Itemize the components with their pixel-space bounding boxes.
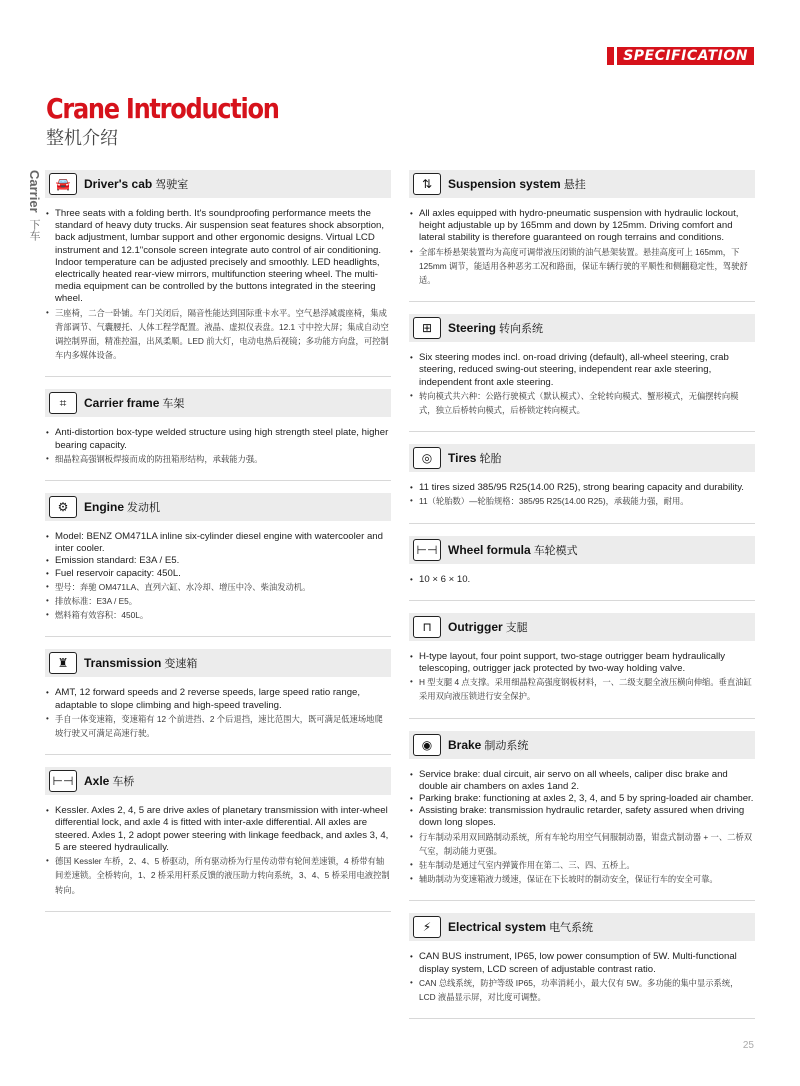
- spec-item-en: • Parking brake: functioning at axles 2, 3, 4, and 5 by spring-loaded air chamber.: [409, 793, 755, 805]
- section-title-zh: 制动系统: [484, 739, 529, 752]
- section-body: [409, 472, 755, 523]
- spec-item-en: • All axles equipped with hydro-pneumatic suspension with hydraulic lockout, height adjustable up by 165mm and down by 125mm. Driving comfort and lateral stability is therefore guaranteed on rough terrains and conditions.: [409, 208, 755, 245]
- section-title-en: Axle: [84, 774, 110, 789]
- spec-item-zh: • 排放标准：E3A / E5。: [45, 594, 391, 608]
- spec-item-en: • Service brake: dual circuit, air servo on all wheels, caliper disc brake and double air chambers on axles 1and 2.: [409, 769, 755, 793]
- section-header: [45, 389, 391, 417]
- section-header: [409, 170, 755, 198]
- side-label-en: Carrier: [27, 170, 42, 213]
- spec-item-zh: • 辅助制动为变速箱液力缓速，保证在下长坡时的制动安全，保证行车的安全可靠。: [409, 872, 755, 886]
- section-title-zh: 转向系统: [499, 323, 544, 336]
- section-body: [45, 417, 391, 481]
- spec-item-zh: • 手自一体变速箱，变速箱有 12 个前进挡、2 个后退挡，速比范围大，既可满足低速场地爬坡行驶又可满足高速行驶。: [45, 712, 391, 740]
- section-title-zh: 车架: [162, 398, 185, 411]
- spec-item-en: • Fuel reservoir capacity: 450L.: [45, 568, 391, 580]
- section-title-zh: 变速箱: [164, 658, 198, 671]
- section-wheel-formula: [409, 536, 755, 601]
- spec-item-en: • AMT, 12 forward speeds and 2 reverse speeds, large speed ratio range, adaptable to slope climbing and high-speed traveling.: [45, 687, 391, 711]
- section-title-en: Transmission: [84, 656, 162, 671]
- section-title-zh: 驾驶室: [155, 179, 189, 191]
- section-title-zh: 悬挂: [563, 179, 586, 191]
- section-suspension: [409, 170, 755, 302]
- section-title-zh: 车桥: [112, 776, 135, 789]
- page-number: 25: [742, 1040, 754, 1051]
- section-cab: [45, 170, 391, 377]
- steering-icon: ⊞: [413, 317, 441, 339]
- section-title-en: Tires: [448, 451, 477, 466]
- spec-item-en: • H-type layout, four point support, two-stage outrigger beam hydraulically telescoping, outrigger jack protected by two-way holding valve.: [409, 651, 755, 675]
- spec-item-zh: • 德国 Kessler 车桥，2、4、5 桥驱动，所有驱动桥为行星传动带有轮间差速锁，4 桥带有轴间差速锁。全桥转向，1、2 桥采用杆系反馈的液压助力转向系统，3、4、5 桥采用电液控制转向。: [45, 854, 391, 897]
- page-subtitle: 整机介绍: [46, 128, 118, 149]
- wheel-formula-icon: ⊢⊣: [413, 539, 441, 561]
- cab-icon: 🚘: [49, 173, 77, 195]
- page-title: Crane Introduction: [46, 92, 279, 125]
- electrical-icon: ⚡: [413, 916, 441, 938]
- section-title-zh: 支腿: [505, 621, 528, 634]
- section-title-en: Brake: [448, 737, 482, 752]
- spec-item-zh: • 转向模式共六种：公路行驶模式（默认模式）、全轮转向模式、蟹形模式，无偏摆转向模式，独立后桥转向模式，后桥锁定转向模式。: [409, 389, 755, 417]
- spec-item-zh: • CAN 总线系统，防护等级 IP65，功率消耗小，最大仅有 5W。多功能的集中显示系统，LCD 液晶显示屏，对比度可调整。: [409, 976, 755, 1004]
- section-title-en: Carrier frame: [84, 396, 160, 411]
- section-body: [45, 198, 391, 377]
- tire-icon: ◎: [413, 447, 441, 469]
- specification-tag: [607, 47, 754, 65]
- side-label-zh: 下车: [28, 218, 40, 241]
- section-title-en: Driver's cab: [84, 177, 153, 191]
- section-title-en: Steering: [448, 321, 497, 336]
- section-title-en: Outrigger: [448, 619, 503, 634]
- right-column: [409, 170, 755, 1031]
- section-title-en: Wheel formula: [448, 542, 531, 557]
- section-header: [409, 913, 755, 941]
- section-title-en: Suspension system: [448, 177, 561, 191]
- spec-item-en: • CAN BUS instrument, IP65, low power consumption of 5W. Multi-functional display system, LCD screen of adjustable contrast ratio.: [409, 951, 755, 975]
- engine-icon: ⚙: [49, 496, 77, 518]
- section-brake: [409, 731, 755, 902]
- outrigger-icon: ⊓: [413, 616, 441, 638]
- spec-item-zh: • 燃料箱有效容积：450L。: [45, 608, 391, 622]
- suspension-icon: ⇅: [413, 173, 441, 195]
- brake-icon: ◉: [413, 734, 441, 756]
- spec-item-en: • Assisting brake: transmission hydraulic retarder, safety assured when driving down long slopes.: [409, 805, 755, 829]
- spec-item-en: • 10 × 6 × 10.: [409, 574, 755, 586]
- spec-item-en: • Kessler. Axles 2, 4, 5 are drive axles of planetary transmission with inter-wheel differential lock, and axle 4 is fitted with inter-axle differential. All axles are steered. Axles 1, 2 adopt power steering with linkage feedback, and axles 3, 4, 5 are steered hydraulically.: [45, 805, 391, 854]
- spec-item-en: • Anti-distortion box-type welded structure using high strength steel plate, higher bearing capacity.: [45, 427, 391, 451]
- spec-item-zh: • 全部车桥悬架装置均为高度可调带液压闭锁的油气悬架装置。悬挂高度可上 165mm，下 125mm 调节，能适用各种恶劣工况和路面，保证车辆行驶的平顺性和侧翻稳定性，驾驶舒适。: [409, 245, 755, 288]
- transmission-icon: ♜: [49, 652, 77, 674]
- section-body: [409, 641, 755, 719]
- spec-item-zh: • 细晶粒高强钢板焊接而成的防扭箱形结构，承载能力强。: [45, 452, 391, 466]
- frame-icon: ⌗: [49, 392, 77, 414]
- tag-bar: [607, 47, 614, 65]
- spec-item-zh: • 驻车制动是通过气室内弹簧作用在第二、三、四、五桥上。: [409, 858, 755, 872]
- section-tire: [409, 444, 755, 523]
- spec-item-en: • Three seats with a folding berth. It's soundproofing performance meets the standard of heavy duty trucks. Air suspension seat features shock absorption, back adjustment, lumbar support and other ergonomic designs. Virtual LCD instrument and 12.1"console screen integrate auto control of air conditioning. Indoor temperature can be adjusted precisely and smoothly. LED headlights, electrically heated rear-view mirrors, multifunction steering wheel. The multi-media equipment can be controlled by the buttons integrated in the steering wheel.: [45, 208, 391, 306]
- section-body: [45, 677, 391, 755]
- section-body: [409, 342, 755, 432]
- section-axle: [45, 767, 391, 911]
- axle-icon: ⊢⊣: [49, 770, 77, 792]
- spec-item-en: • 11 tires sized 385/95 R25(14.00 R25), strong bearing capacity and durability.: [409, 482, 755, 494]
- section-header: [45, 493, 391, 521]
- spec-item-en: • Emission standard: E3A / E5.: [45, 555, 391, 567]
- section-header: [45, 767, 391, 795]
- section-body: [409, 759, 755, 902]
- section-header: [409, 444, 755, 472]
- section-frame: [45, 389, 391, 481]
- section-transmission: [45, 649, 391, 755]
- spec-item-zh: • H 型支腿 4 点支撑。采用细晶粒高强度钢板材料，一、二级支腿全液压横向伸缩。垂直油缸采用双向液压锁进行安全保护。: [409, 675, 755, 703]
- section-body: [409, 564, 755, 601]
- section-body: [409, 941, 755, 1019]
- section-header: [409, 731, 755, 759]
- section-header: [45, 170, 391, 198]
- section-title-zh: 发动机: [127, 502, 161, 515]
- section-title-en: Engine: [84, 500, 125, 515]
- side-label: [26, 170, 42, 241]
- section-body: [45, 521, 391, 637]
- spec-item-zh: • 行车制动采用双回路制动系统，所有车轮均用空气伺服制动器，钳盘式制动器 + 一、二桥双气室，制动能力更强。: [409, 830, 755, 858]
- section-body: [409, 198, 755, 302]
- section-title-en: Electrical system: [448, 920, 547, 935]
- section-title-zh: 电气系统: [549, 922, 594, 935]
- section-electrical: [409, 913, 755, 1019]
- spec-item-en: • Six steering modes incl. on-road driving (default), all-wheel steering, crab steering, reduced swing-out steering, independent rear axle steering, independent front axle steering.: [409, 352, 755, 389]
- spec-item-zh: • 型号：奔驰 OM471LA、直列六缸、水冷却、增压中冷、柴油发动机。: [45, 580, 391, 594]
- section-header: [409, 536, 755, 564]
- section-title-zh: 轮胎: [479, 453, 502, 466]
- section-header: [409, 613, 755, 641]
- section-engine: [45, 493, 391, 637]
- left-column: [45, 170, 391, 924]
- specification-label: SPECIFICATION: [617, 47, 754, 65]
- spec-item-zh: • 三座椅，二合一卧铺。车门关闭后，隔音性能达到国际重卡水平。空气悬浮减震座椅，集成背部调节、气囊腰托、人体工程学配置。液晶、虚拟仪表盘。12.1 寸中控大屏；集成自动空调控制界面，精准控温，出风柔顺。LED 前大灯，电动电热后视镜；多功能方向盘，可控制车内多媒体设备。: [45, 306, 391, 363]
- spec-item-zh: • 11（轮胎数）—轮胎规格：385/95 R25(14.00 R25)，承载能力强，耐用。: [409, 494, 755, 508]
- section-outrigger: [409, 613, 755, 719]
- section-header: [45, 649, 391, 677]
- section-title-zh: 车轮模式: [533, 544, 578, 557]
- section-body: [45, 795, 391, 911]
- section-steering: [409, 314, 755, 432]
- spec-item-en: • Model: BENZ OM471LA inline six-cylinder diesel engine with watercooler and inter cooler.: [45, 531, 391, 555]
- section-header: [409, 314, 755, 342]
